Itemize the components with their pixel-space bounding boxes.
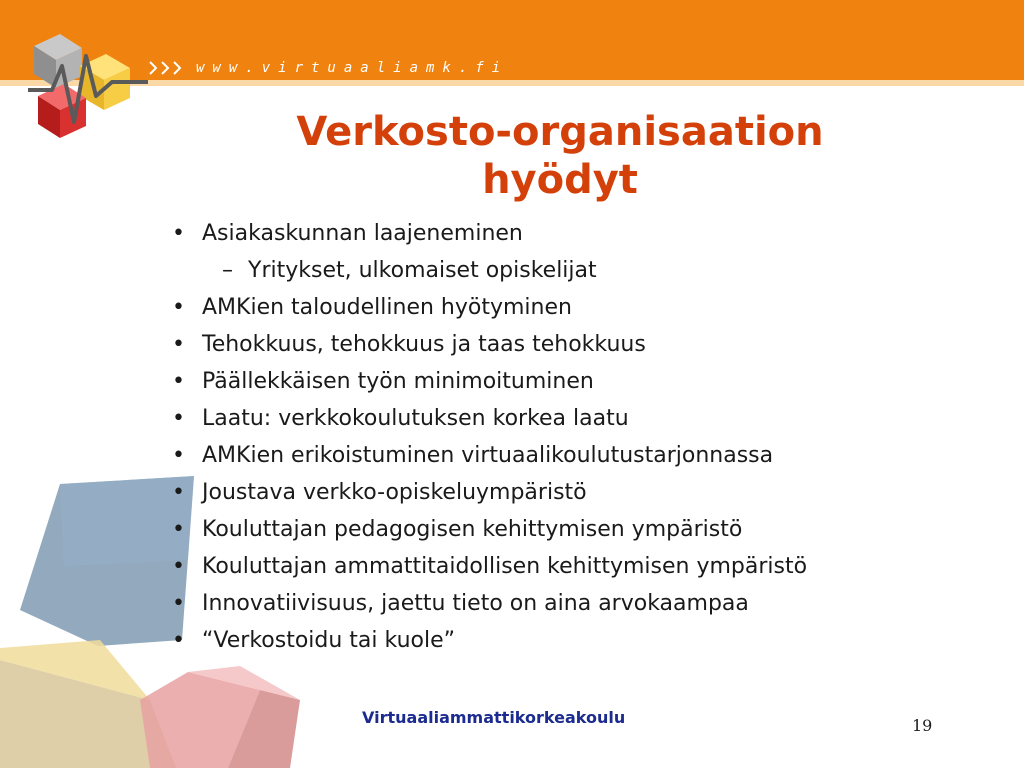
bullet-item (164, 329, 964, 366)
bullet-marker: • (172, 332, 185, 357)
bullet-marker: • (172, 554, 185, 579)
bullet-marker: • (172, 221, 185, 246)
bullet-item (164, 440, 964, 477)
bullet-item (164, 403, 964, 440)
bullet-item (164, 551, 964, 588)
header-divider (0, 80, 1024, 86)
bullet-marker: • (172, 443, 185, 468)
bullet-text: Kouluttajan pedagogisen kehittymisen ympäristö (202, 517, 743, 542)
bullet-text: AMKien erikoistuminen virtuaalikoulutustarjonnassa (202, 443, 774, 468)
bullet-marker: • (172, 480, 185, 505)
bullet-item (164, 366, 964, 403)
bullet-text: AMKien taloudellinen hyötyminen (202, 295, 572, 320)
bullet-marker: – (222, 258, 233, 283)
bullet-item (164, 218, 964, 255)
footer-organization: Virtuaaliammattikorkeakoulu (362, 708, 626, 727)
title-line-1: Verkosto-organisaation (296, 109, 824, 155)
bullet-text: Kouluttajan ammattitaidollisen kehittymisen ympäristö (202, 554, 808, 579)
bullet-text: “Verkostoidu tai kuole” (202, 628, 456, 653)
bullet-item (164, 292, 964, 329)
bullet-text: Yritykset, ulkomaiset opiskelijat (248, 258, 597, 283)
page-number: 19 (912, 716, 933, 735)
bullet-marker: • (172, 295, 185, 320)
bullet-item (164, 477, 964, 514)
website-url[interactable]: www.virtuaaliamk.fi (196, 60, 509, 76)
bullet-list (164, 218, 964, 662)
bullet-marker: • (172, 628, 185, 653)
bullet-marker: • (172, 406, 185, 431)
bullet-marker: • (172, 517, 185, 542)
bullet-marker: • (172, 591, 185, 616)
bullet-text: Tehokkuus, tehokkuus ja taas tehokkuus (202, 332, 646, 357)
cubes-logo-icon (22, 26, 150, 144)
bullet-text: Asiakaskunnan laajeneminen (202, 221, 523, 246)
sub-bullet-item (164, 255, 964, 292)
bullet-text: Joustava verkko-opiskeluympäristö (202, 480, 587, 505)
bullet-item (164, 514, 964, 551)
bullet-text: Päällekkäisen työn minimoituminen (202, 369, 594, 394)
bullet-item (164, 625, 964, 662)
bullet-text: Laatu: verkkokoulutuksen korkea laatu (202, 406, 629, 431)
slide-title (200, 108, 920, 204)
url-row (148, 58, 508, 78)
bullet-item (164, 588, 964, 625)
triple-chevron-icon (148, 60, 186, 76)
title-line-2: hyödyt (482, 157, 638, 203)
bullet-text: Innovatiivisuus, jaettu tieto on aina arvokaampaa (202, 591, 749, 616)
bullet-marker: • (172, 369, 185, 394)
